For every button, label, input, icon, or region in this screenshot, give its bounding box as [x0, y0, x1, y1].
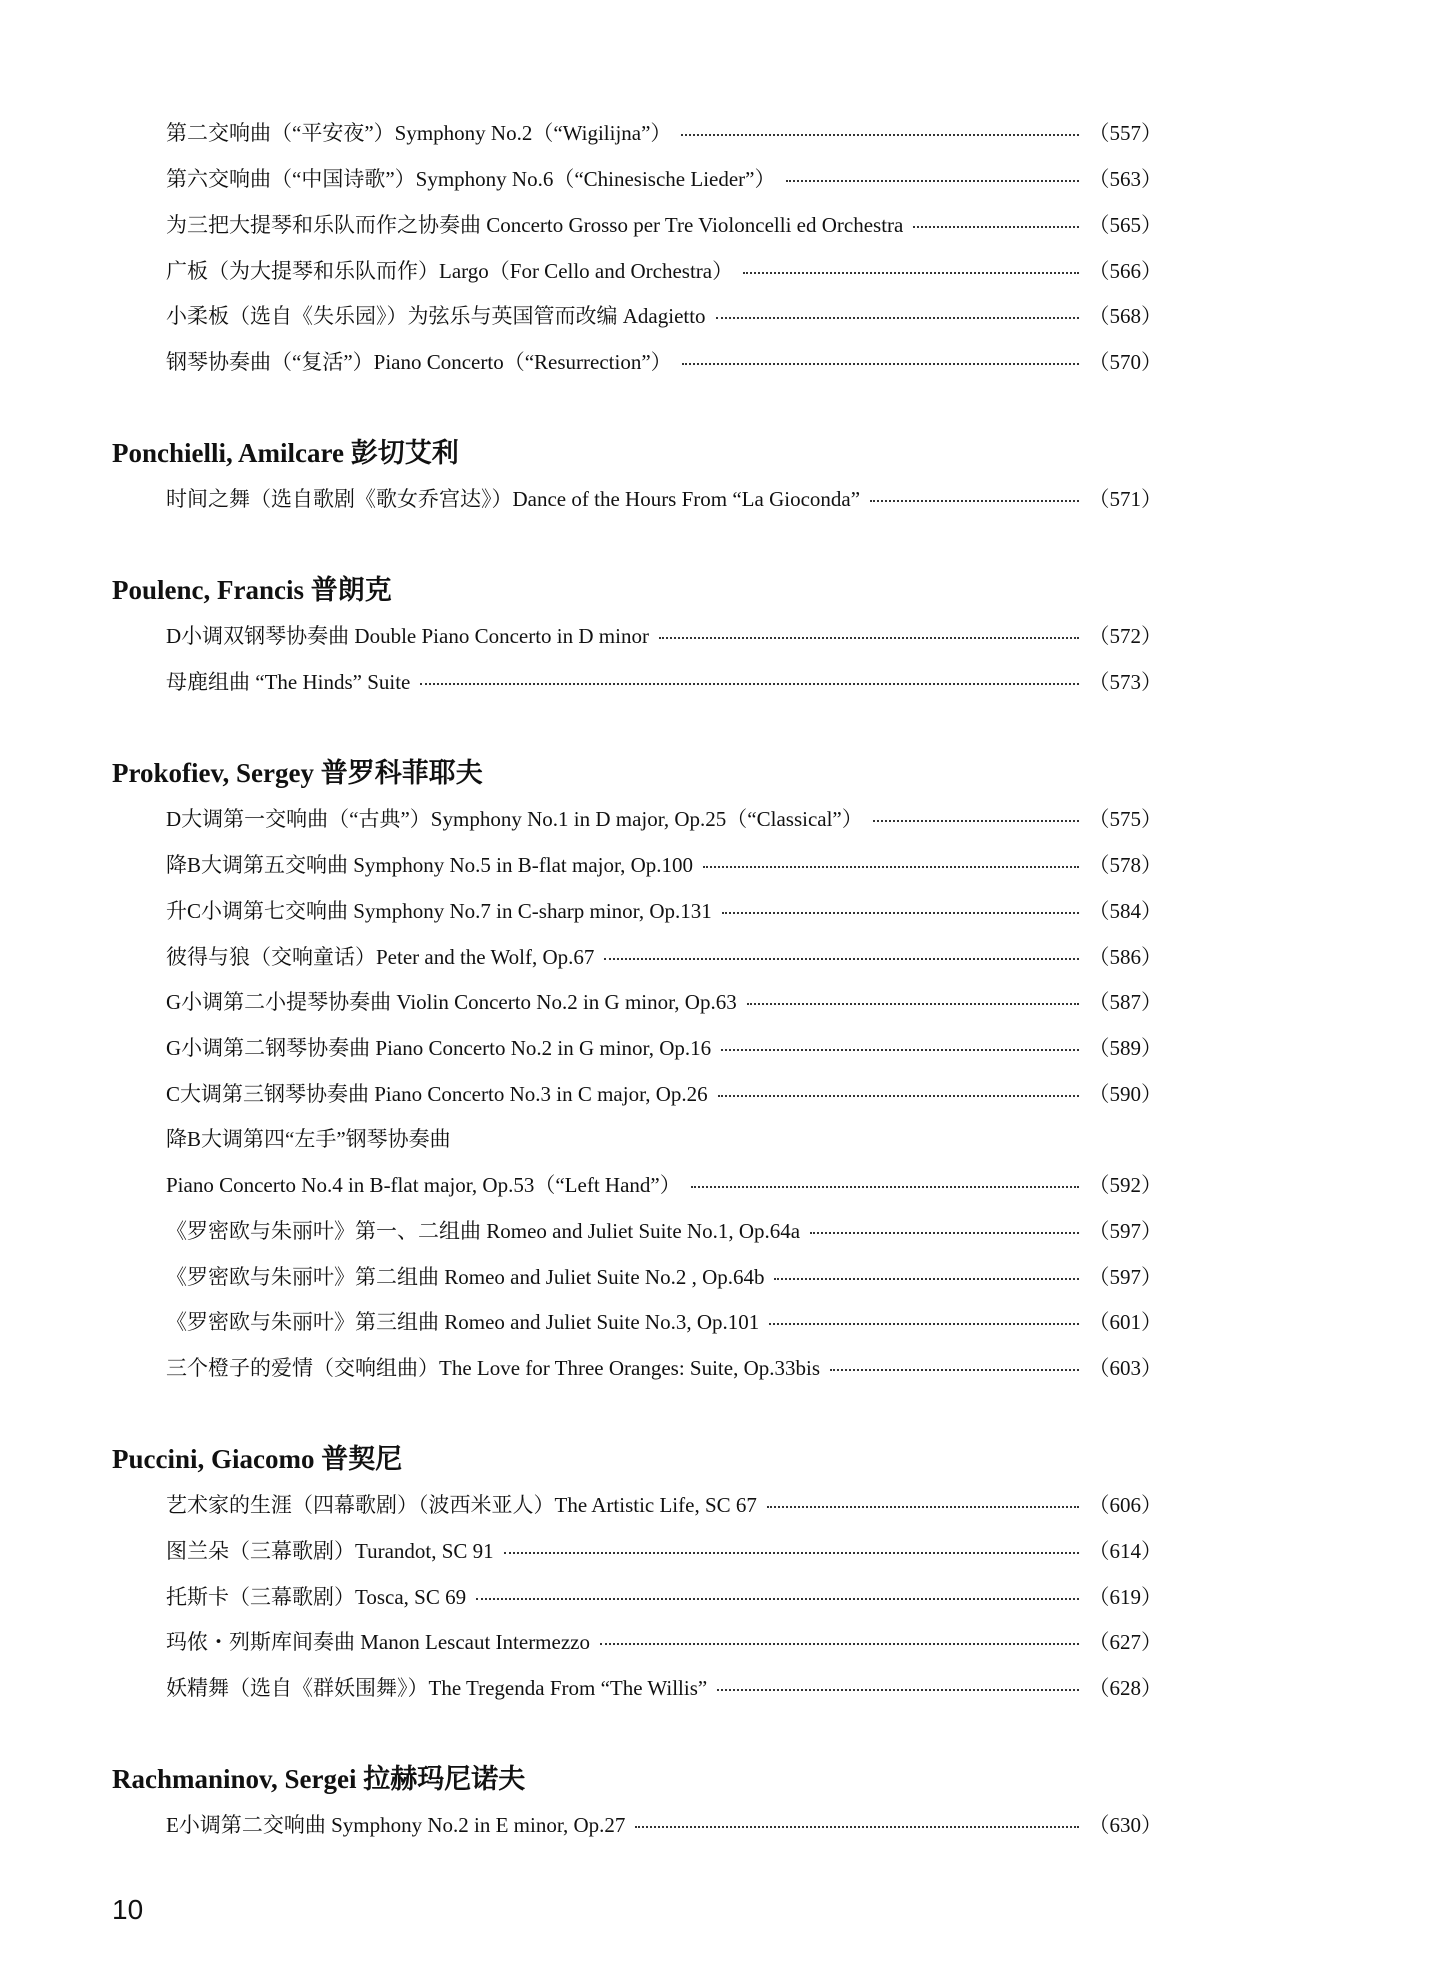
toc-entry — [166, 343, 1162, 379]
entry-title: 广板（为大提琴和乐队而作）Largo（For Cello and Orchestra） — [166, 259, 734, 283]
entry-title: G小调第二小提琴协奏曲 Violin Concerto No.2 in G minor, Op.63 — [166, 990, 737, 1014]
entry-title: 钢琴协奏曲（“复活”）Piano Concerto（“Resurrection”） — [166, 350, 672, 374]
entry-title: 升C小调第七交响曲 Symphony No.7 in C-sharp minor, Op.131 — [166, 899, 712, 923]
dot-leader — [717, 1689, 1078, 1691]
entry-page: （614） — [1088, 1539, 1162, 1563]
entry-title: 《罗密欧与朱丽叶》第一、二组曲 Romeo and Juliet Suite No.1, Op.64a — [166, 1219, 801, 1243]
toc-entry — [166, 983, 1162, 1019]
dot-leader — [830, 1369, 1078, 1371]
entry-title: 妖精舞（选自《群妖围舞》）The Tregenda From “The Willis” — [166, 1676, 708, 1700]
dot-leader — [870, 500, 1078, 502]
entry-page: （628） — [1088, 1676, 1162, 1700]
toc-entry — [166, 1258, 1162, 1294]
entry-title: 彼得与狼（交响童话）Peter and the Wolf, Op.67 — [166, 945, 595, 969]
entry-title: Piano Concerto No.4 in B-flat major, Op.53（“Left Hand”） — [166, 1173, 681, 1197]
dot-leader — [786, 180, 1079, 182]
entry-title: 《罗密欧与朱丽叶》第二组曲 Romeo and Juliet Suite No.2 , Op.64b — [166, 1265, 765, 1289]
entry-page: （584） — [1088, 899, 1162, 923]
dot-leader — [743, 272, 1078, 274]
entry-title: 第六交响曲（“中国诗歌”）Symphony No.6（“Chinesische Lieder”） — [166, 167, 776, 191]
toc-entry — [166, 1303, 1162, 1339]
toc-entry — [166, 160, 1162, 196]
dot-leader — [682, 363, 1079, 365]
toc-entry — [166, 114, 1162, 150]
toc-entry — [166, 800, 1162, 836]
entry-title: 图兰朵（三幕歌剧）Turandot, SC 91 — [166, 1539, 494, 1563]
composer-heading: Prokofiev, Sergey 普罗科菲耶夫 — [112, 758, 483, 788]
toc-entry — [166, 1075, 1162, 1111]
dot-leader — [767, 1506, 1079, 1508]
entry-page: （597） — [1088, 1265, 1162, 1289]
dot-leader — [873, 820, 1079, 822]
dot-leader — [774, 1278, 1078, 1280]
entry-page: （578） — [1088, 853, 1162, 877]
dot-leader — [913, 226, 1078, 228]
toc-entry — [166, 1166, 1162, 1202]
dot-leader — [703, 866, 1078, 868]
page-number: 10 — [112, 1894, 144, 1925]
dot-leader — [810, 1232, 1078, 1234]
entry-page: （630） — [1088, 1813, 1162, 1837]
entry-page: （589） — [1088, 1036, 1162, 1060]
dot-leader — [659, 637, 1079, 639]
entry-title: 第二交响曲（“平安夜”）Symphony No.2（“Wigilijna”） — [166, 121, 672, 145]
toc-entry — [166, 252, 1162, 288]
entry-page: （573） — [1088, 670, 1162, 694]
composer-heading: Rachmaninov, Sergei 拉赫玛尼诺夫 — [112, 1764, 526, 1794]
entry-title: 托斯卡（三幕歌剧）Tosca, SC 69 — [166, 1585, 467, 1609]
dot-leader — [721, 1049, 1078, 1051]
dot-leader — [420, 683, 1078, 685]
toc-entry — [166, 1623, 1162, 1659]
toc-entry — [166, 1806, 1162, 1842]
toc-entry — [166, 206, 1162, 242]
entry-title: 为三把大提琴和乐队而作之协奏曲 Concerto Grosso per Tre Violoncelli ed Orchestra — [166, 213, 904, 237]
entry-page: （575） — [1088, 807, 1162, 831]
entry-page: （590） — [1088, 1082, 1162, 1106]
dot-leader — [476, 1598, 1078, 1600]
toc-entry — [166, 1669, 1162, 1705]
entry-title: G小调第二钢琴协奏曲 Piano Concerto No.2 in G minor, Op.16 — [166, 1036, 712, 1060]
toc-entry — [166, 846, 1162, 882]
entry-page: （563） — [1088, 167, 1162, 191]
entry-page: （603） — [1088, 1356, 1162, 1380]
composer-heading: Puccini, Giacomo 普契尼 — [112, 1444, 403, 1474]
dot-leader — [716, 317, 1079, 319]
entry-title: 《罗密欧与朱丽叶》第三组曲 Romeo and Juliet Suite No.3, Op.101 — [166, 1310, 760, 1334]
dot-leader — [691, 1186, 1079, 1188]
entry-title: 玛侬・列斯库间奏曲 Manon Lescaut Intermezzo — [166, 1630, 590, 1654]
dot-leader — [769, 1323, 1078, 1325]
entry-title: 时间之舞（选自歌剧《歌女乔宫达》）Dance of the Hours From “La Gioconda” — [166, 487, 861, 511]
toc-entry — [166, 1120, 1162, 1156]
toc-entry — [166, 297, 1162, 333]
toc-entry — [166, 938, 1162, 974]
entry-title: 艺术家的生涯（四幕歌剧）（波西米亚人）The Artistic Life, SC 67 — [166, 1493, 757, 1517]
dot-leader — [635, 1826, 1078, 1828]
toc-entry — [166, 1578, 1162, 1614]
entry-title: C大调第三钢琴协奏曲 Piano Concerto No.3 in C major, Op.26 — [166, 1082, 708, 1106]
toc-entry — [166, 480, 1162, 516]
entry-title: D大调第一交响曲（“古典”）Symphony No.1 in D major, Op.25（“Classical”） — [166, 807, 863, 831]
entry-title: D小调双钢琴协奏曲 Double Piano Concerto in D minor — [166, 624, 649, 648]
toc-entry — [166, 1029, 1162, 1065]
entry-page: （601） — [1088, 1310, 1162, 1334]
dot-leader — [681, 134, 1078, 136]
entry-title: 降B大调第五交响曲 Symphony No.5 in B-flat major, Op.100 — [166, 853, 694, 877]
toc-entry — [166, 1486, 1162, 1522]
entry-page: （587） — [1088, 990, 1162, 1014]
entry-page: （568） — [1088, 304, 1162, 328]
entry-title: 母鹿组曲 “The Hinds” Suite — [166, 670, 411, 694]
entry-page: （566） — [1088, 259, 1162, 283]
dot-leader — [504, 1552, 1079, 1554]
composer-heading: Poulenc, Francis 普朗克 — [112, 575, 392, 605]
dot-leader — [604, 958, 1078, 960]
entry-page: （571） — [1088, 487, 1162, 511]
entry-page: （597） — [1088, 1219, 1162, 1243]
toc-entry — [166, 892, 1162, 928]
entry-page: （627） — [1088, 1630, 1162, 1654]
entry-page: （557） — [1088, 121, 1162, 145]
toc-entry — [166, 617, 1162, 653]
toc-entry — [166, 1349, 1162, 1385]
entry-page: （606） — [1088, 1493, 1162, 1517]
dot-leader — [722, 912, 1079, 914]
entry-title: 小柔板（选自《失乐园》）为弦乐与英国管而改编 Adagietto — [166, 304, 706, 328]
composer-heading: Ponchielli, Amilcare 彭切艾利 — [112, 438, 459, 468]
dot-leader — [718, 1095, 1079, 1097]
dot-leader — [747, 1003, 1079, 1005]
entry-page: （586） — [1088, 945, 1162, 969]
entry-page: （619） — [1088, 1585, 1162, 1609]
entry-title: E小调第二交响曲 Symphony No.2 in E minor, Op.27 — [166, 1813, 626, 1837]
entry-title: 降B大调第四“左手”钢琴协奏曲 — [166, 1127, 451, 1151]
entry-page: （572） — [1088, 624, 1162, 648]
entry-title: 三个橙子的爱情（交响组曲）The Love for Three Oranges: Suite, Op.33bis — [166, 1356, 821, 1380]
entry-page: （565） — [1088, 213, 1162, 237]
toc-entry — [166, 1532, 1162, 1568]
toc-entry — [166, 1212, 1162, 1248]
toc-entry — [166, 663, 1162, 699]
entry-page: （570） — [1088, 350, 1162, 374]
dot-leader — [600, 1643, 1079, 1645]
entry-page: （592） — [1088, 1173, 1162, 1197]
